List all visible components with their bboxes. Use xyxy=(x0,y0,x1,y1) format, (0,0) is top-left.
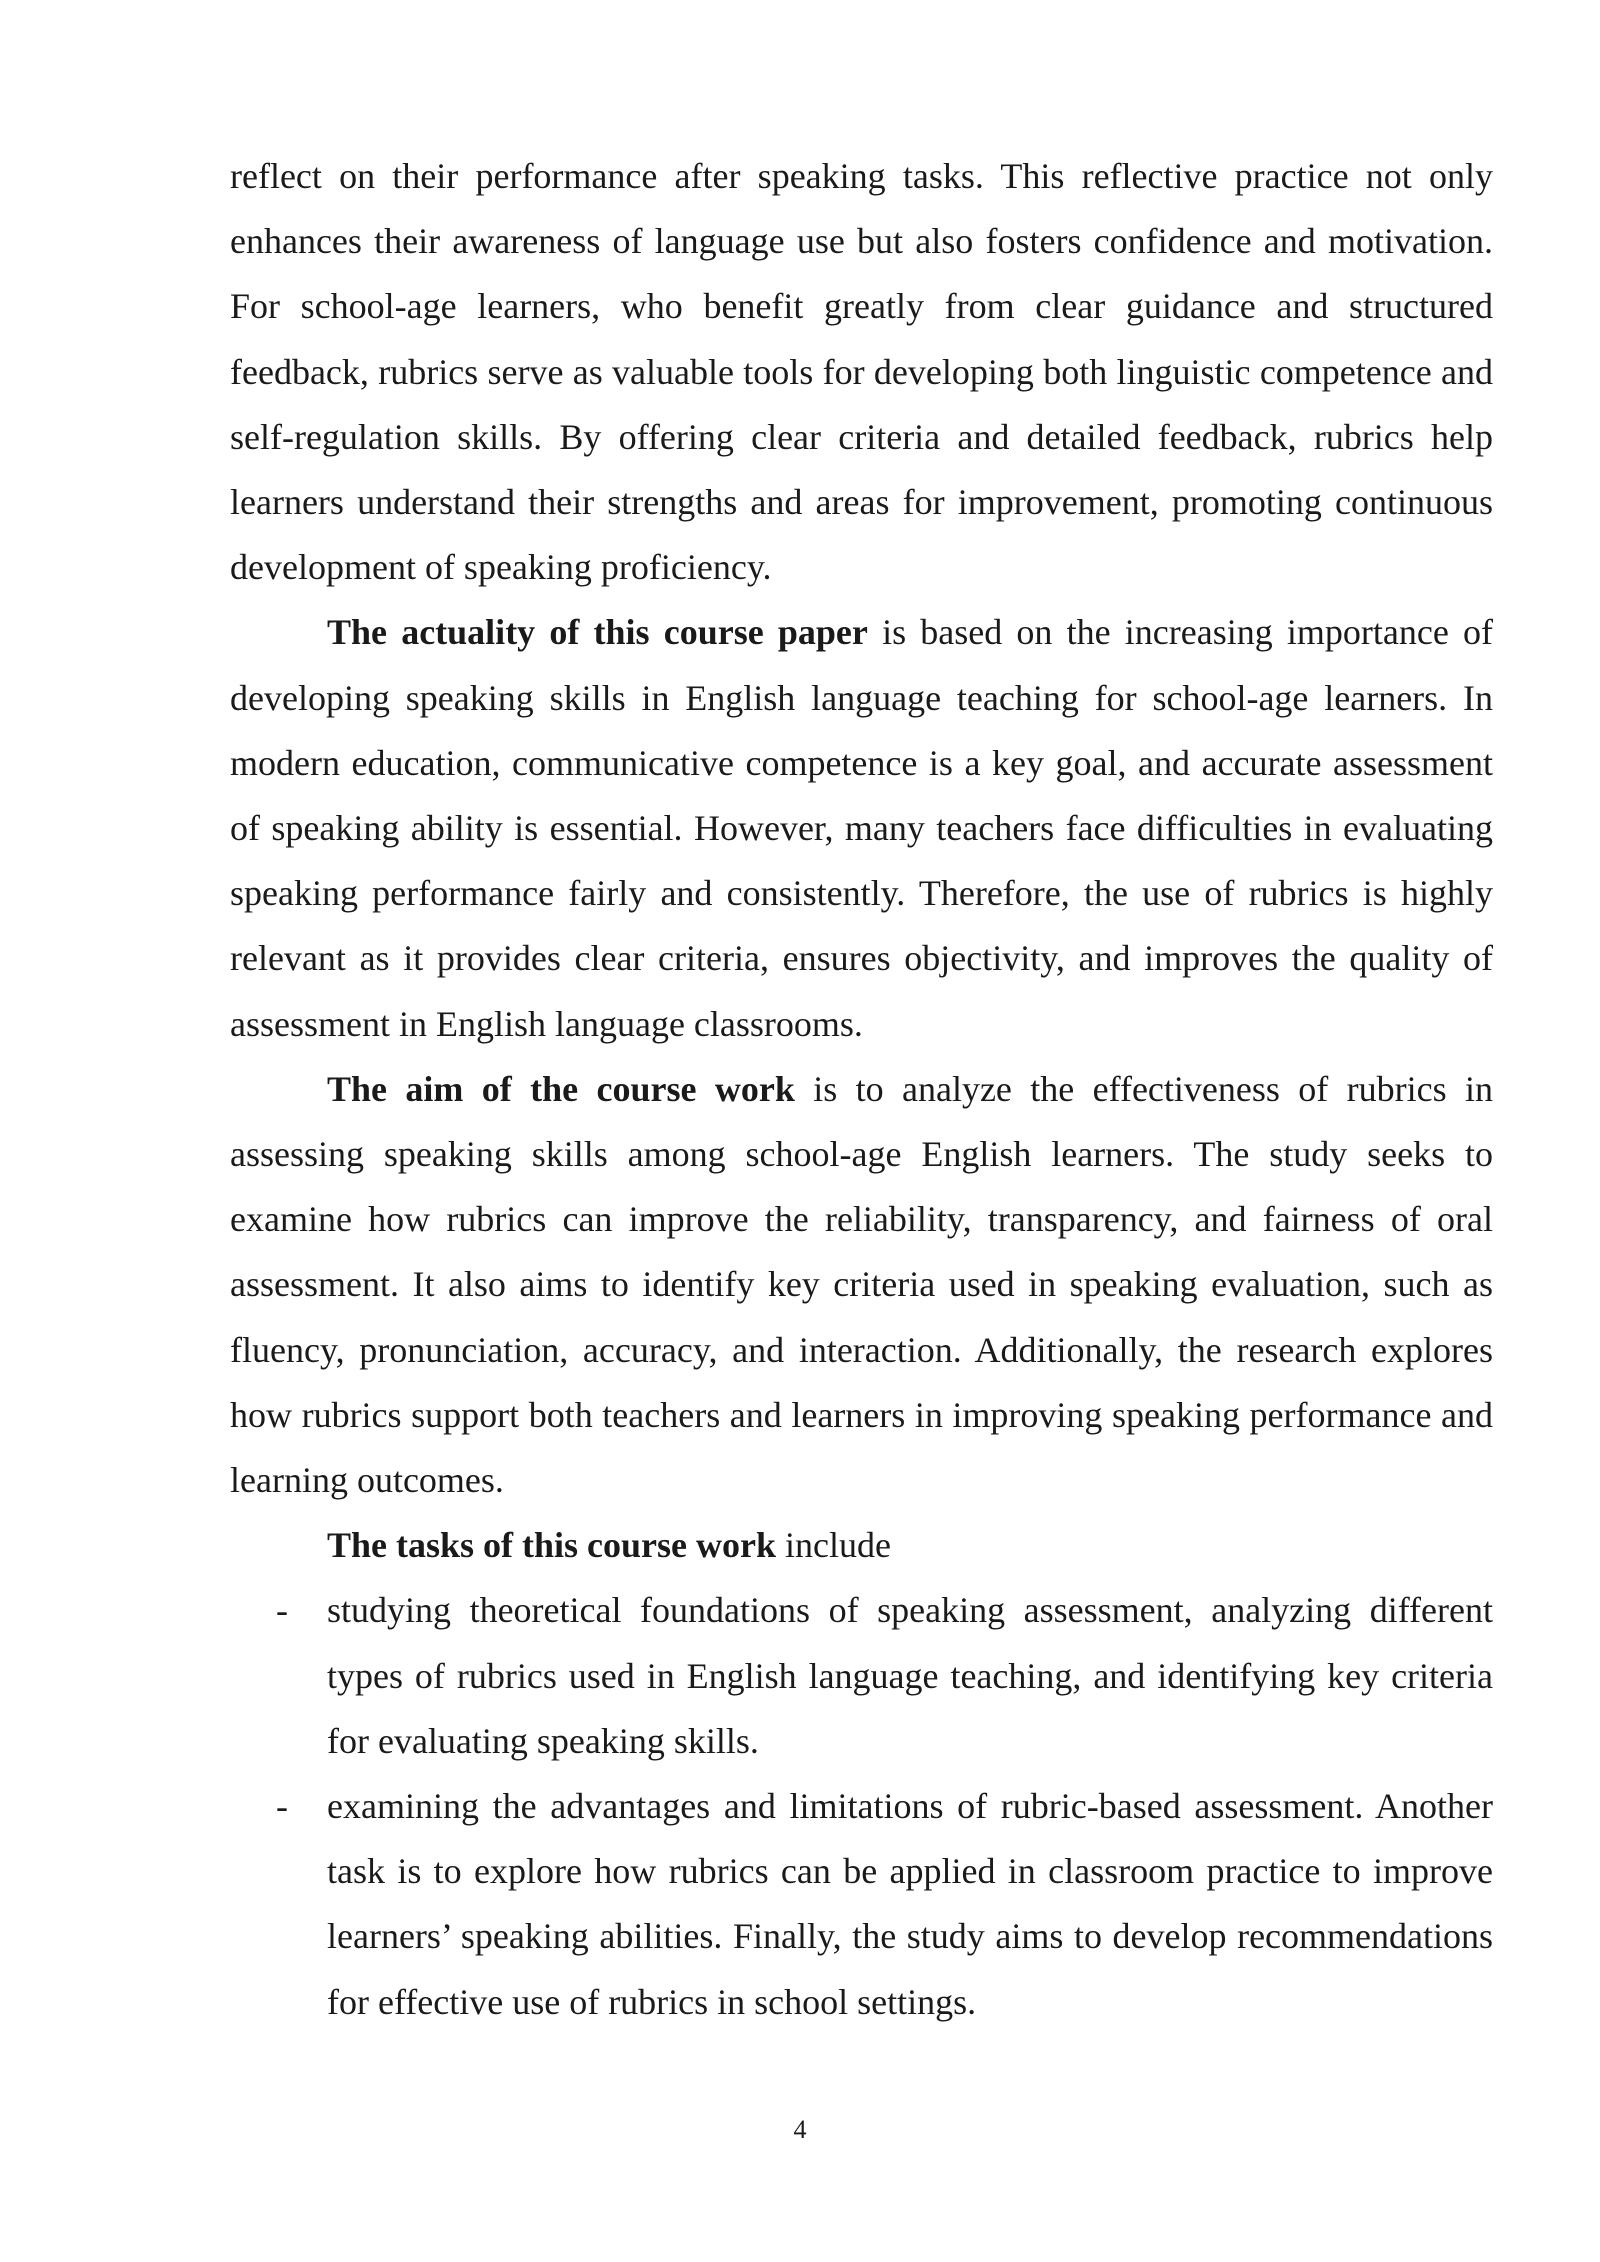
intro-paragraph: reflect on their performance after speaking tasks. This reflective practice not only enhances their awareness of language use but also fosters confidence and motivation. For school-age learners, who benefit greatly from clear guidance and structured feedback, rubrics serve as valuable tools for developing both linguistic competence and self-regulation skills. By offering clear criteria and detailed feedback, rubrics help learners understand their strengths and areas for improvement, promoting continuous development of speaking proficiency. xyxy=(230,156,1493,588)
dash-bullet: - xyxy=(276,1786,288,1827)
tasks-heading: The tasks of this course work xyxy=(327,1525,777,1566)
dash-bullet: - xyxy=(276,1590,288,1631)
list-item-text: studying theoretical foundations of speaking assessment, analyzing different types of rubrics used in English language teaching, and identifying key criteria for evaluating speaking skills. xyxy=(327,1590,1493,1761)
aim-paragraph xyxy=(230,1057,1493,1513)
aim-heading: The aim of the course work xyxy=(327,1068,795,1109)
aim-text: is to analyze the effectiveness of rubrics in assessing speaking skills among school-age English learners. The study seeks to examine how rubrics can improve the reliability, transparency, and fairness of oral assessment. It also aims to identify key criteria used in speaking evaluation, such as fluency, pronunciation, accuracy, and interaction. Additionally, the research explores how rubrics support both teachers and learners in improving speaking performance and learning outcomes. xyxy=(230,1068,1493,1501)
tasks-text: include xyxy=(776,1525,891,1566)
body-text xyxy=(230,144,1493,2035)
actuality-heading: The actuality of this course paper xyxy=(327,612,868,653)
tasks-paragraph xyxy=(230,1513,1493,1578)
page-number: 4 xyxy=(793,2115,807,2144)
list-item xyxy=(230,1578,1493,1774)
list-item xyxy=(230,1774,1493,2035)
tasks-list xyxy=(230,1578,1493,2034)
actuality-paragraph xyxy=(230,600,1493,1056)
list-item-text: examining the advantages and limitations of rubric-based assessment. Another task is to explore how rubrics can be applied in classroom practice to improve learners’ speaking abilities. Finally, the study aims to develop recommendations for effective use of rubrics in school settings. xyxy=(327,1786,1493,2022)
actuality-text: is based on the increasing importance of developing speaking skills in English language teaching for school-age learners. In modern education, communicative competence is a key goal, and accurate assessment of speaking ability is essential. However, many teachers face difficulties in evaluating speaking performance fairly and consistently. Therefore, the use of rubrics is highly relevant as it provides clear criteria, ensures objectivity, and improves the quality of assessment in English language classrooms. xyxy=(230,612,1493,1044)
